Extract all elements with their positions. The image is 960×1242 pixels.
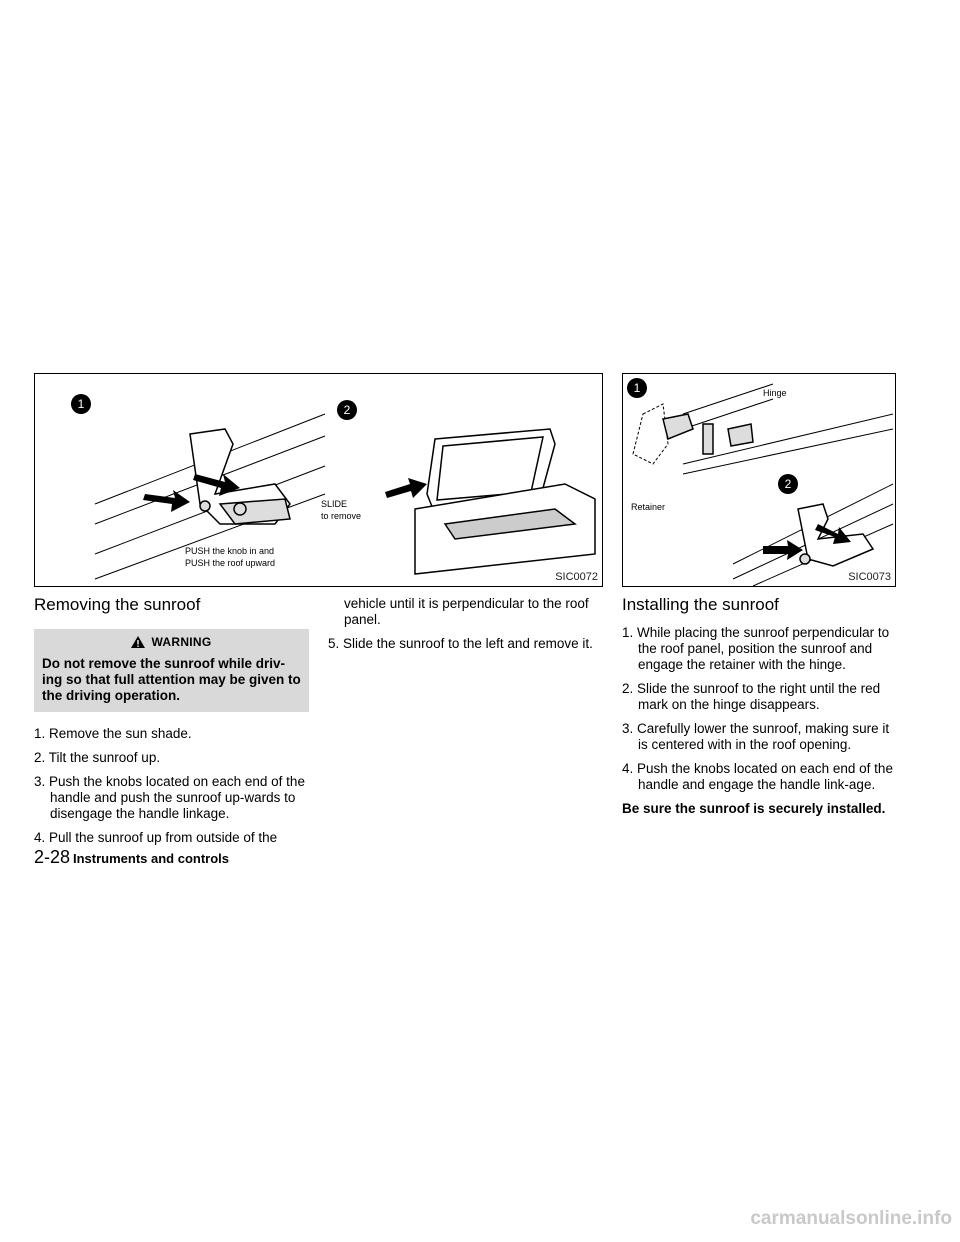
column-removing-right (328, 596, 603, 660)
step-2-badge (337, 400, 357, 420)
caption-push-line1: PUSH the knob in and (185, 546, 275, 556)
figure-id: SIC0072 (555, 571, 598, 583)
step-1-badge (627, 378, 647, 398)
caption-slide-line2: to remove (321, 511, 362, 521)
list-item: 2. Tilt the sunroof up. (34, 750, 161, 765)
caption-slide-line1: SLIDE (321, 499, 348, 509)
push-arrow-icon (763, 540, 803, 560)
step-1-badge (71, 394, 91, 414)
warning-triangle-icon (131, 636, 145, 648)
figure-id: SIC0073 (848, 571, 891, 583)
list-item: 1. Remove the sun shade. (34, 726, 192, 741)
step-2-badge (778, 474, 798, 494)
caption-push-line2: PUSH the roof upward (185, 558, 276, 568)
removing-illustration (35, 374, 602, 586)
installing-illustration (623, 374, 895, 586)
list-item: 4. Pull the sunroof up from outside of the (34, 830, 278, 845)
figure-removing-sunroof (34, 373, 603, 587)
list-item: 1. While placing the sunroof perpendicular to the roof panel, position the sunroof and engage the retainer with the hinge. (622, 625, 890, 672)
page-number: 2-28 (34, 847, 71, 867)
label-hinge: Hinge (763, 388, 787, 398)
svg-text:1: 1 (633, 381, 641, 395)
list-item-continued: vehicle until it is perpendicular to the roof panel. (344, 596, 589, 627)
column-removing-left (34, 595, 309, 854)
warning-text: Do not remove the sunroof while driv-ing so that full attention may be given to the driving operation. (42, 656, 301, 703)
install-note: Be sure the sunroof is securely installed. (622, 801, 886, 816)
section-heading-installing: Installing the sunroof (622, 595, 779, 614)
list-item: 5. Slide the sunroof to the left and remove it. (328, 636, 593, 651)
svg-text:1: 1 (77, 397, 85, 411)
list-item: 2. Slide the sunroof to the right until the red mark on the hinge disappears. (622, 681, 881, 712)
slide-arrow-icon (385, 478, 427, 498)
list-item: 4. Push the knobs located on each end of the handle and engage the handle link-age. (622, 761, 893, 792)
list-item: 3. Push the knobs located on each end of the handle and push the sunroof up-wards to disengage the handle linkage. (34, 774, 305, 821)
watermark-link[interactable]: carmanualsonline.info (750, 1208, 952, 1229)
figure-installing-sunroof (622, 373, 896, 587)
list-item: 3. Carefully lower the sunroof, making sure it is centered with in the roof opening. (622, 721, 890, 752)
section-heading-removing: Removing the sunroof (34, 595, 201, 614)
section-title: Instruments and controls (73, 851, 230, 866)
svg-text:2: 2 (784, 477, 792, 491)
label-retainer: Retainer (631, 502, 666, 512)
column-installing (622, 595, 897, 817)
svg-text:2: 2 (343, 403, 351, 417)
warning-title: WARNING (151, 635, 212, 649)
warning-box (34, 629, 309, 712)
